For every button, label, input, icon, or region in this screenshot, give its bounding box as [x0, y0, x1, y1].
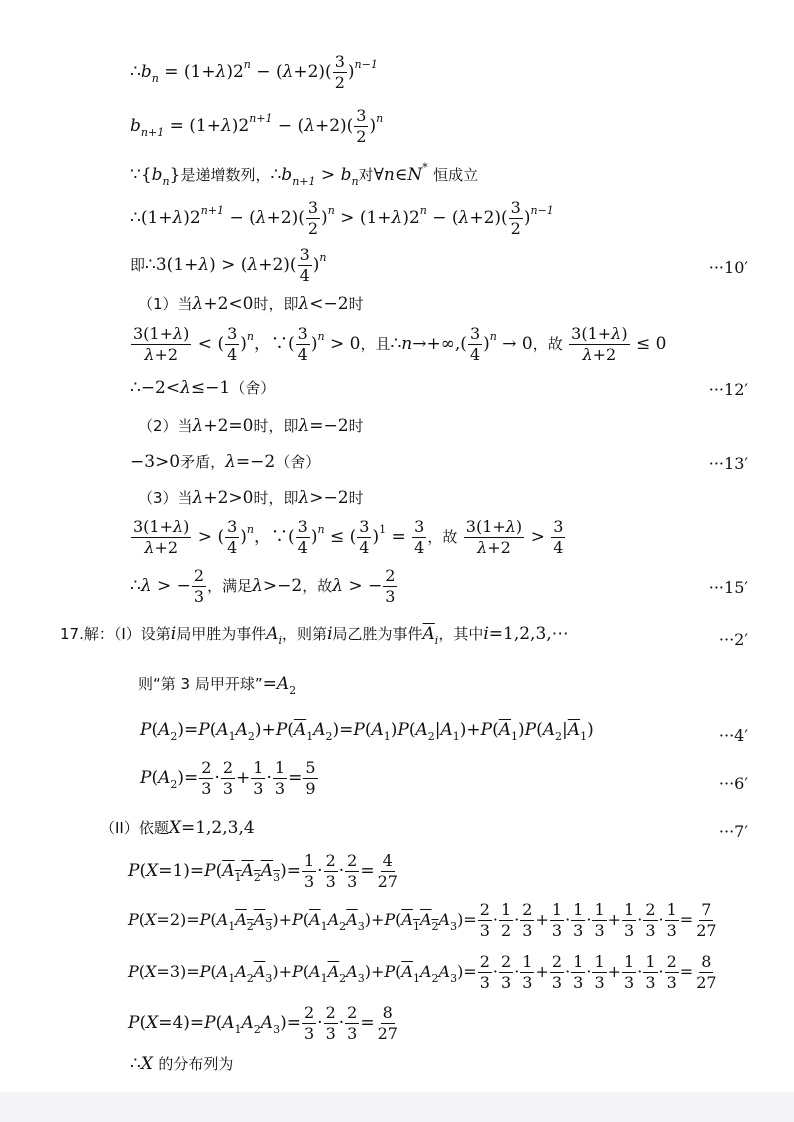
pa2-formula: $P(A_2)=P(A_1A_2)+P(\overline{A}_1A_2)=P(A_1)P(A_2|A_1)+P(\overline{A}_1)P(A_2|\overline{A}_1)$ — [140, 720, 594, 743]
distribution-heading: ∴X 的分布列为 — [130, 1054, 234, 1074]
page-bottom-margin — [0, 1092, 794, 1122]
score-mark-4: ···4′ — [718, 726, 748, 745]
score-mark-13: ···13′ — [708, 454, 748, 473]
score-mark-6: ···6′ — [718, 774, 748, 793]
case-2-result: −3>0矛盾，λ=−2（舍） — [130, 452, 321, 472]
line-ji: 即∴3(1+λ) > (λ+2)( $\frac{3}{4}$ )$^n$ — [130, 245, 327, 285]
px2: $P(X=2)=P(A_1A_2A_3)+P(\overline{A}_1A_2\overline{A}_3)+P(A_1A_2A_3)=$ $\frac{2}{3}$ · $\frac{1}{2}$ · $\frac{2}{3}$ + $\frac{1}{3}$ · $\frac{1}{3}$ · $\frac{1}{3}$ + $\frac{1}{3}$ · $\frac{2}{3}$ · $\frac{1}{3}$ = $\frac{7}{27}$ — [128, 900, 717, 940]
pa2-value: $P(A_2)=$ $\frac{2}{3}$ · $\frac{2}{3}$ + $\frac{1}{3}$ · $\frac{1}{3}$ = $\frac{5}{9}$ — [140, 758, 316, 798]
case-1-result: ∴−2<λ≤−1（舍） — [130, 378, 276, 398]
line-inequality: $\therefore(1+\lambda)2^{n+1} - (\lambda+2)$( $\frac{3}{2}$ )$^n > (1+\lambda)2^n - (\lambda+2)$( $\frac{3}{2}$ )$^{n-1}$ — [130, 198, 554, 238]
px4: $P(X=4)=P(A_1A_2A_3)=$ $\frac{2}{3}$ · $\frac{2}{3}$ · $\frac{2}{3}$ = $\frac{8}{27}$ — [128, 1003, 398, 1043]
third-serve-line: 则“第 3 局甲开球$”=A_2$ — [138, 674, 297, 697]
case-1-body: $\frac{3(1+\lambda)}{\lambda+2}$ < ( $\frac{3}{4}$ )$^n$，∵( $\frac{3}{4}$ )$^n$ > 0，且∴n→+∞,( $\frac{3}{4}$ )$^n$ → 0，故 $\frac{3(1+\lambda)}{\lambda+2}$ ≤ 0 — [133, 324, 667, 364]
case-2-heading: （2）当λ+2=0时，即λ=−2时 — [138, 416, 364, 436]
score-mark-12: ···12′ — [708, 380, 748, 399]
problem-17-part-1: 17.解：（Ⅰ）设第i局甲胜为事件$A_i$，则第i局乙胜为事件$\overline{A}_i$，其中i=1,2,3,⋯ — [60, 624, 569, 647]
line-bn1: $b_{n+1} = (1+\lambda)2^{n+1} - (\lambda+2)$( $\frac{3}{2}$ )$^n$ — [130, 106, 384, 146]
case-3-heading: （3）当λ+2>0时，即λ>−2时 — [138, 488, 364, 508]
score-mark-7: ···7′ — [718, 822, 748, 841]
case-3-body: $\frac{3(1+\lambda)}{\lambda+2}$ > ( $\frac{3}{4}$ )$^n$，∵( $\frac{3}{4}$ )$^n$ ≤ ( $\frac{3}{4}$ )$^1$ = $\frac{3}{4}$ ，故 $\frac{3(1+\lambda)}{\lambda+2}$ > $\frac{3}{4}$ — [133, 517, 564, 557]
case-1-heading: （1）当λ+2<0时，即λ<−2时 — [138, 294, 364, 314]
part-2-heading: （II）依题X=1,2,3,4 — [100, 818, 255, 838]
px1: $P(X=1)=P(A_1A_2A_3)=$ $\frac{1}{3}$ · $\frac{2}{3}$ · $\frac{2}{3}$ = $\frac{4}{27}$ — [128, 851, 398, 891]
line-bn: $\therefore b_n = (1+\lambda)2^n - (\lambda+2)$( $\frac{3}{2}$ )$^{n-1}$ — [130, 52, 378, 92]
line-increasing: $\because\{b_n\}$是递增数列，$\therefore b_{n+1} > b_n$对∀n∈N* 恒成立 — [130, 161, 479, 188]
px3: $P(X=3)=P(A_1A_2\overline{A}_3)+P(A_1\overline{A}_2A_3)+P(\overline{A}_1A_2A_3)=$ $\frac{2}{3}$ · $\frac{2}{3}$ · $\frac{1}{3}$ + $\frac{2}{3}$ · $\frac{1}{3}$ · $\frac{1}{3}$ + $\frac{1}{3}$ · $\frac{1}{3}$ · $\frac{2}{3}$ = $\frac{8}{27}$ — [128, 952, 717, 992]
score-mark-2: ···2′ — [718, 630, 748, 649]
case-3-result: ∴λ > − $\frac{2}{3}$ ，满足λ>−2，故λ > − $\frac{2}{3}$ — [130, 566, 396, 606]
score-mark-10: ···10′ — [708, 258, 748, 277]
score-mark-15: ···15′ — [708, 578, 748, 597]
